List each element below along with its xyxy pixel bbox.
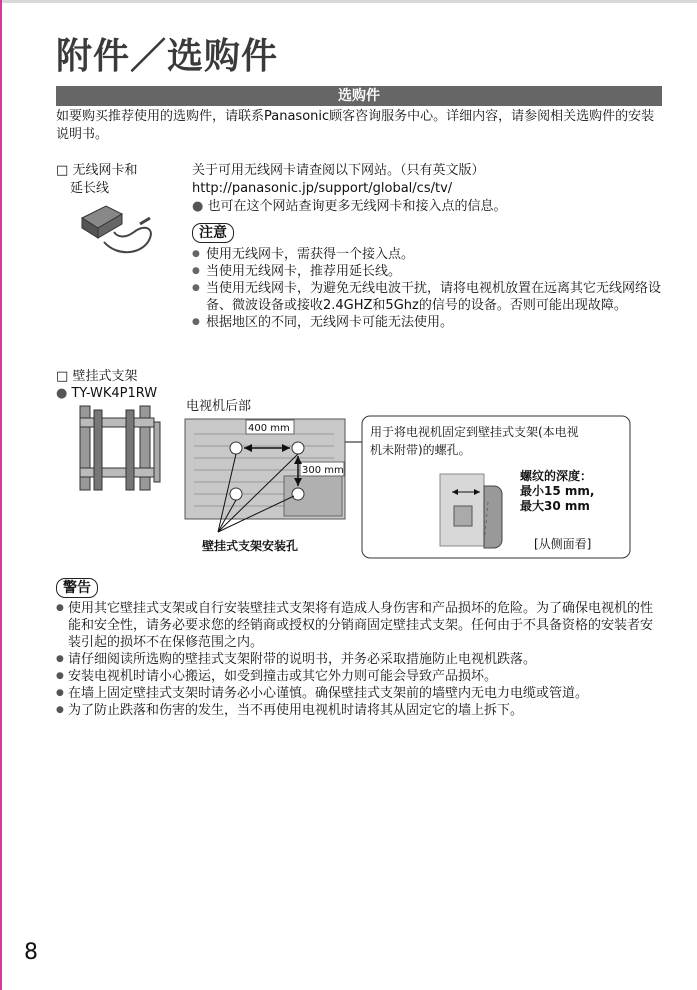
tv-back-caption: 电视机后部 [186, 399, 252, 414]
tv-side-profile [484, 486, 502, 548]
caution-badge: 注意 [192, 223, 234, 243]
warning-item: ● 请仔细阅读所选购的壁挂式支架附带的说明书，并务必采取措施防止电视机跌落。 [56, 651, 664, 668]
caution-item: ● 当使用无线网卡，为避免无线电波干扰，请将电视机放置在远离其它无线网络设备、微波设备或接收2.4GHZ和5Ghz的信号的设备。否则可能出现故障。 [192, 280, 662, 314]
left-edge-rule [0, 0, 2, 990]
bracket-label: 壁挂式支架 [72, 369, 138, 384]
warning-list [56, 600, 664, 719]
intro-paragraph: 如要购买推荐使用的选购件，请联系Panasonic顾客咨询服务中心。详细内容，请参阅相关选购件的安装说明书。 [56, 109, 655, 142]
wireless-label-line1: 无线网卡和 [72, 163, 138, 178]
bracket-label-row [56, 368, 137, 385]
bracket-arm-left [94, 410, 102, 490]
thread-depth-min: 最小15 mm, [520, 484, 595, 498]
thread-depth-max: 最大30 mm [520, 499, 590, 513]
screw-thread [454, 506, 472, 526]
warning-item: ● 为了防止跌落和伤害的发生，当不再使用电视机时请将其从固定它的墙上拆下。 [56, 702, 664, 719]
page-number: 8 [24, 940, 38, 965]
caution-item: ● 根据地区的不同，无线网卡可能无法使用。 [192, 314, 662, 331]
side-view-caption: [从侧面看] [534, 537, 592, 551]
mounting-hole-bottom-left [230, 488, 242, 500]
cable-path [104, 228, 151, 252]
warning-badge: 警告 [56, 578, 98, 598]
width-dimension-label: 400 mm [248, 423, 290, 434]
bracket-top-bar [80, 418, 154, 427]
wireless-support-link[interactable]: http://panasonic.jp/support/global/cs/tv/ [192, 181, 453, 196]
warning-item: ● 在墙上固定壁挂式支架时请务必小心谨慎。确保壁挂式支架前的墙壁内无电力电缆或管道。 [56, 685, 664, 702]
tv-rear-diagram [184, 414, 644, 564]
bracket-arm-right [126, 410, 134, 490]
bracket-checkbox: □ [56, 369, 69, 384]
mounting-hole-bottom-right [292, 488, 304, 500]
mounting-hole-top-right [292, 442, 304, 454]
caution-item: ● 当使用无线网卡，推荐用延长线。 [192, 263, 662, 280]
bullet-dot: ● [192, 199, 204, 214]
bracket-bottom-bar [80, 468, 154, 477]
height-dimension-label: 300 mm [302, 465, 344, 476]
bracket-model: TY-WK4P1RW [71, 386, 158, 401]
thread-depth-title: 螺纹的深度： [520, 469, 593, 483]
caution-list [192, 246, 662, 331]
mounting-hole-top-left [230, 442, 242, 454]
mounting-holes-caption: 壁挂式支架安装孔 [202, 539, 299, 553]
wireless-checkbox: □ [56, 163, 69, 178]
warning-item: ● 使用其它壁挂式支架或自行安装壁挂式支架将有造成人身伤害和产品损坏的危险。为了确保电视机的性能和安全性，请务必要求您的经销商或授权的分销商固定壁挂式支架。任何由于不具备资格的安装者安装引起的损坏不在保修范围之内。 [56, 600, 664, 651]
wireless-adaptor-illustration [74, 198, 160, 260]
section-header-label: 选购件 [338, 88, 380, 104]
bracket-side-rail [154, 422, 160, 482]
wireless-extra-info: ● 也可在这个网站查询更多无线网卡和接入点的信息。 [192, 199, 507, 214]
wireless-label-line2: 延长线 [70, 181, 110, 196]
cable-connector [140, 218, 150, 224]
bullet-dot: ● [56, 386, 68, 401]
wireless-label-row [56, 162, 137, 179]
callout-text-line2: 机未附带)的螺孔。 [370, 443, 471, 457]
callout-text-line1: 用于将电视机固定到壁挂式支架(本电视 [370, 425, 579, 439]
wireless-description: 关于可用无线网卡请查阅以下网站。（只有英文版） [192, 163, 485, 178]
top-edge-rule [0, 0, 697, 3]
bracket-model-row [56, 385, 157, 402]
page-title: 附件／选购件 [56, 36, 279, 77]
caution-item: ● 使用无线网卡，需获得一个接入点。 [192, 246, 662, 263]
wall-bracket-illustration [74, 402, 164, 494]
section-header-bar [56, 86, 662, 106]
warning-item: ● 安装电视机时请小心搬运，如受到撞击或其它外力则可能会导致产品损坏。 [56, 668, 664, 685]
